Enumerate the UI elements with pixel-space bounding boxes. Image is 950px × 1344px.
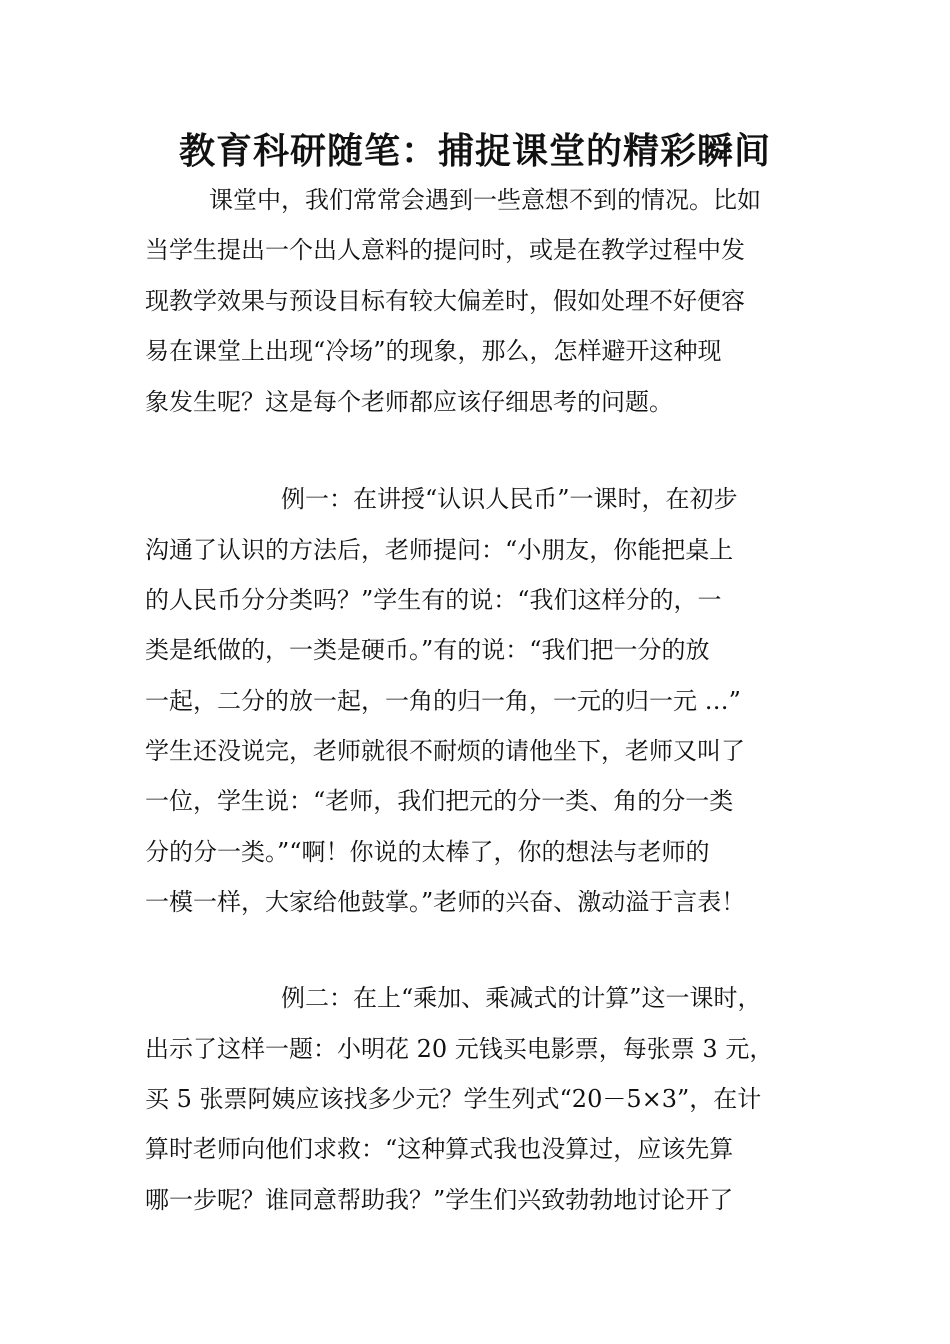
paragraph-line: 例二：在上“乘加、乘减式的计算”这一课时，: [281, 984, 762, 1012]
paragraph-line: 一起，二分的放一起，一角的归一角，一元的归一元 …”: [145, 687, 741, 715]
paragraph-line: 学生还没说完，老师就很不耐烦的请他坐下，老师又叫了: [145, 737, 745, 765]
paragraph-line: 算时老师向他们求救：“这种算式我也没算过，应该先算: [145, 1135, 734, 1163]
paragraph-line: 当学生提出一个出人意料的提问时，或是在教学过程中发: [145, 236, 745, 264]
paragraph-line: 沟通了认识的方法后，老师提问：“小朋友，你能把桌上: [145, 536, 734, 564]
paragraph-line: 象发生呢？这是每个老师都应该仔细思考的问题。: [145, 388, 673, 416]
paragraph-line: 一位，学生说：“老师，我们把元的分一类、角的分一类: [145, 787, 734, 815]
paragraph-line: 买 5 张票阿姨应该找多少元？学生列式“20－5×3”，在计: [145, 1085, 762, 1113]
paragraph-line: 的人民币分分类吗？”学生有的说：“我们这样分的，一: [145, 586, 722, 614]
paragraph-line: 课堂中，我们常常会遇到一些意想不到的情况。比如: [209, 186, 761, 214]
paragraph-line: 例一：在讲授“认识人民币”一课时，在初步: [281, 485, 738, 513]
paragraph-line: 哪一步呢？谁同意帮助我？”学生们兴致勃勃地讨论开了: [145, 1186, 734, 1214]
paragraph-line: 易在课堂上出现“冷场”的现象，那么，怎样避开这种现: [145, 337, 722, 365]
paragraph-line: 出示了这样一题：小明花 20 元钱买电影票，每张票 3 元，: [145, 1035, 774, 1063]
paragraph-line: 类是纸做的，一类是硬币。”有的说：“我们把一分的放: [145, 636, 710, 664]
paragraph-line: 现教学效果与预设目标有较大偏差时，假如处理不好便容: [145, 287, 745, 315]
paragraph-line: 一模一样，大家给他鼓掌。”老师的兴奋、激动溢于言表！: [145, 888, 746, 916]
document-title: 教育科研随笔：捕捉课堂的精彩瞬间: [178, 131, 771, 172]
paragraph-line: 分的分一类。”“啊！你说的太棒了，你的想法与老师的: [145, 838, 710, 866]
